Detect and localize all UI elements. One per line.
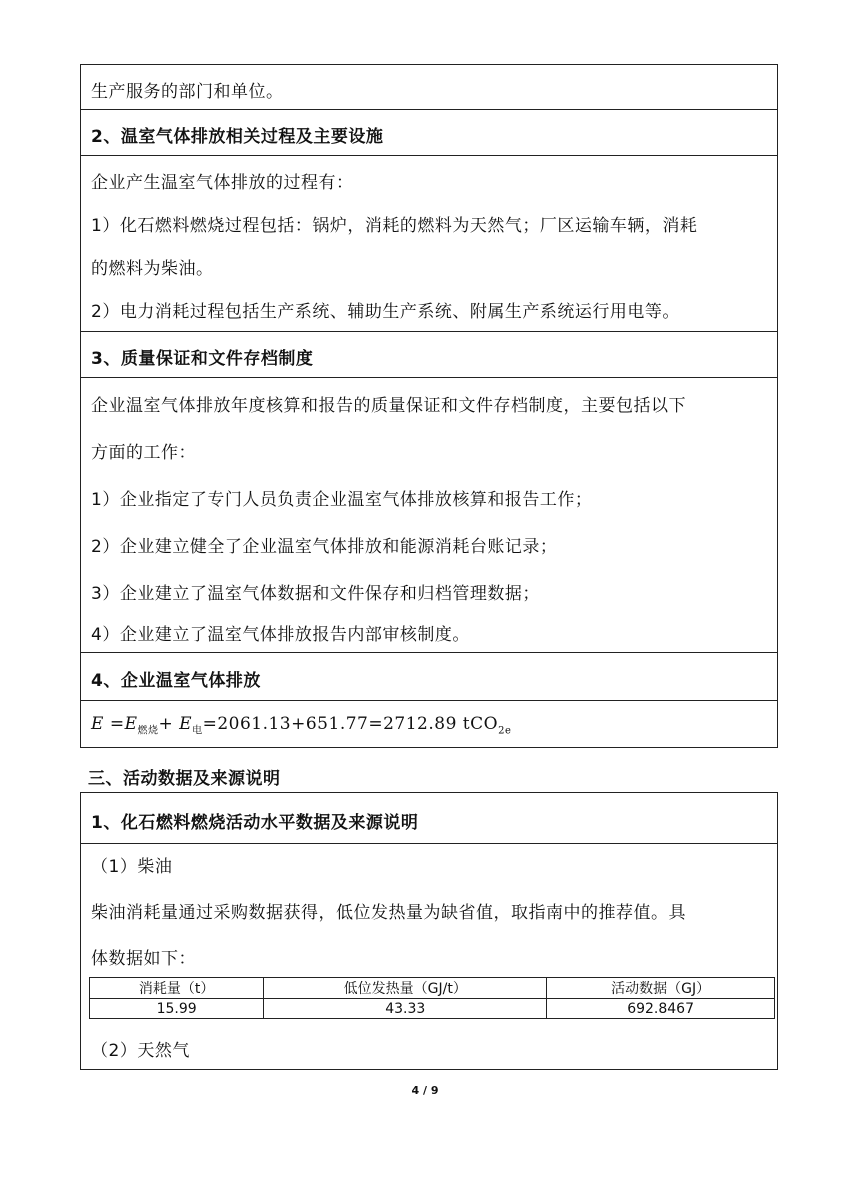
table-header-cell: 消耗量（t） bbox=[90, 978, 264, 999]
section-heading: 3、质量保证和文件存档制度 bbox=[91, 349, 314, 369]
text-line: （2）天然气 bbox=[91, 1041, 190, 1061]
text-line: 生产服务的部门和单位。 bbox=[91, 82, 284, 102]
table-row bbox=[81, 793, 777, 844]
text-line: 4）企业建立了温室气体排放报告内部审核制度。 bbox=[91, 625, 470, 645]
table-header-cell: 活动数据（GJ） bbox=[547, 978, 775, 999]
section-title: 三、活动数据及来源说明 bbox=[88, 769, 281, 789]
table-cell: 43.33 bbox=[264, 999, 547, 1019]
section-heading: 2、温室气体排放相关过程及主要设施 bbox=[91, 127, 384, 147]
text-line: 方面的工作： bbox=[91, 443, 196, 463]
page-number: 4 / 9 bbox=[411, 1084, 439, 1097]
text-line: 体数据如下： bbox=[91, 949, 196, 969]
text-line: 2）企业建立健全了企业温室气体排放和能源消耗台账记录； bbox=[91, 537, 558, 557]
table-row bbox=[81, 155, 777, 332]
table-header-row bbox=[90, 978, 775, 999]
emission-equation: $E =E_{燃烧}+ E_电=2061.13+651.77=2712.89$ tCO$_{2e}$ bbox=[91, 714, 512, 737]
section-heading: 1、化石燃料燃烧活动水平数据及来源说明 bbox=[91, 813, 419, 833]
section-heading: 4、企业温室气体排放 bbox=[91, 671, 261, 691]
fuel-data-table bbox=[89, 977, 775, 1019]
table-row bbox=[81, 652, 777, 701]
text-line: 企业温室气体排放年度核算和报告的质量保证和文件存档制度，主要包括以下 bbox=[91, 396, 686, 416]
text-line: 1）企业指定了专门人员负责企业温室气体排放核算和报告工作； bbox=[91, 490, 593, 510]
text-line: 1）化石燃料燃烧过程包括：锅炉，消耗的燃料为天然气；厂区运输车辆，消耗 bbox=[91, 216, 698, 236]
table-row bbox=[90, 999, 775, 1019]
table-cell: 692.8467 bbox=[547, 999, 775, 1019]
text-line: 企业产生温室气体排放的过程有： bbox=[91, 173, 354, 193]
table-row bbox=[81, 331, 777, 378]
report-section-box bbox=[80, 792, 778, 1070]
text-line: （1）柴油 bbox=[91, 857, 173, 877]
table-row bbox=[81, 65, 777, 110]
table-cell: 15.99 bbox=[90, 999, 264, 1019]
table-header-cell: 低位发热量（GJ/t） bbox=[264, 978, 547, 999]
table-row bbox=[81, 700, 777, 747]
text-line: 柴油消耗量通过采购数据获得，低位发热量为缺省值，取指南中的推荐值。具 bbox=[91, 903, 686, 923]
table-row bbox=[81, 109, 777, 156]
text-line: 的燃料为柴油。 bbox=[91, 259, 214, 279]
text-line: 2）电力消耗过程包括生产系统、辅助生产系统、附属生产系统运行用电等。 bbox=[91, 302, 680, 322]
text-line: 3）企业建立了温室气体数据和文件保存和归档管理数据； bbox=[91, 584, 540, 604]
table-row bbox=[81, 377, 777, 653]
report-section-box bbox=[80, 64, 778, 748]
